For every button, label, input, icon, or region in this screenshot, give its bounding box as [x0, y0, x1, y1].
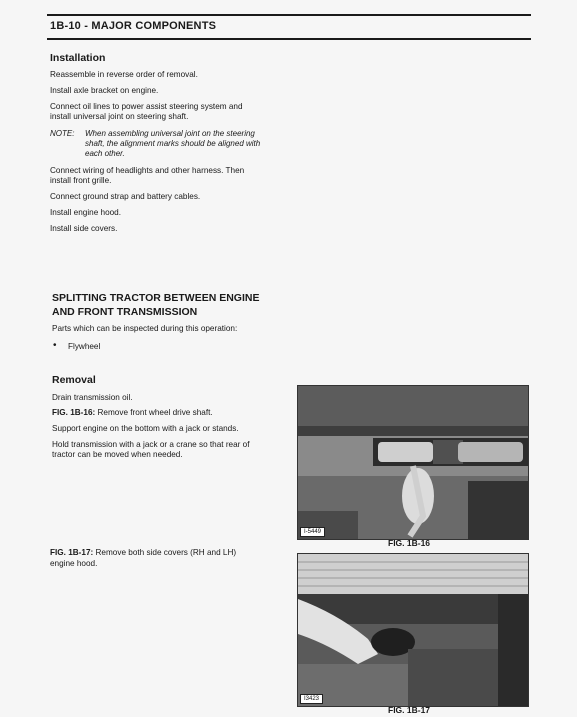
installation-heading: Installation	[50, 52, 106, 64]
figure-1b-16-photo	[297, 385, 529, 540]
removal-step-text: Remove both side covers (RH and LH)	[93, 548, 237, 557]
fig-ref: FIG. 1B-17:	[50, 548, 94, 557]
note-line: each other.	[85, 149, 125, 158]
note-line: When assembling universal joint on the steering	[85, 129, 255, 138]
note-label: NOTE:	[50, 129, 75, 138]
installation-step: Reassemble in reverse order of removal.	[50, 70, 198, 79]
installation-step: Connect oil lines to power assist steering system and	[50, 102, 243, 111]
installation-step: install front grille.	[50, 176, 112, 185]
fig-ref: FIG. 1B-16:	[52, 408, 96, 417]
bullet-item: Flywheel	[68, 342, 101, 351]
figure-id-tag: I-5449	[300, 527, 325, 537]
figure-1b-16-image	[298, 386, 528, 539]
page-title: 1B-10 - MAJOR COMPONENTS	[50, 20, 217, 32]
removal-step	[52, 408, 213, 419]
installation-step: Connect ground strap and battery cables.	[50, 192, 201, 201]
removal-step: engine hood.	[50, 559, 98, 568]
removal-step: Drain transmission oil.	[52, 393, 133, 402]
figure-id-tag: I3423	[300, 694, 323, 704]
note-block	[50, 129, 290, 161]
installation-step: Install engine hood.	[50, 208, 122, 217]
bullet-dot: •	[53, 340, 57, 351]
figure-caption: FIG. 1B-16	[388, 538, 431, 548]
splitting-intro: Parts which can be inspected during this operation:	[52, 324, 238, 333]
removal-step: Hold transmission with a jack or a crane so that rear of	[52, 440, 250, 449]
installation-step: install universal joint on steering shaft.	[50, 112, 189, 121]
page-header	[47, 14, 531, 40]
removal-heading: Removal	[52, 374, 96, 386]
installation-step: Connect wiring of headlights and other harness. Then	[50, 166, 245, 175]
removal-step: Support engine on the bottom with a jack or stands.	[52, 424, 239, 433]
splitting-heading: SPLITTING TRACTOR BETWEEN ENGINE	[52, 292, 260, 304]
splitting-heading: AND FRONT TRANSMISSION	[52, 306, 198, 318]
note-text	[85, 129, 285, 159]
figure-1b-17-photo	[297, 553, 529, 707]
removal-step	[50, 548, 280, 559]
installation-step: Install axle bracket on engine.	[50, 86, 159, 95]
figure-caption: FIG. 1B-17	[388, 705, 431, 715]
removal-step-text: Remove front wheel drive shaft.	[95, 408, 213, 417]
figure-1b-17-image	[298, 554, 528, 706]
note-line: shaft, the alignment marks should be aligned with	[85, 139, 261, 148]
installation-step: Install side covers.	[50, 224, 118, 233]
removal-step: tractor can be moved when needed.	[52, 450, 183, 459]
